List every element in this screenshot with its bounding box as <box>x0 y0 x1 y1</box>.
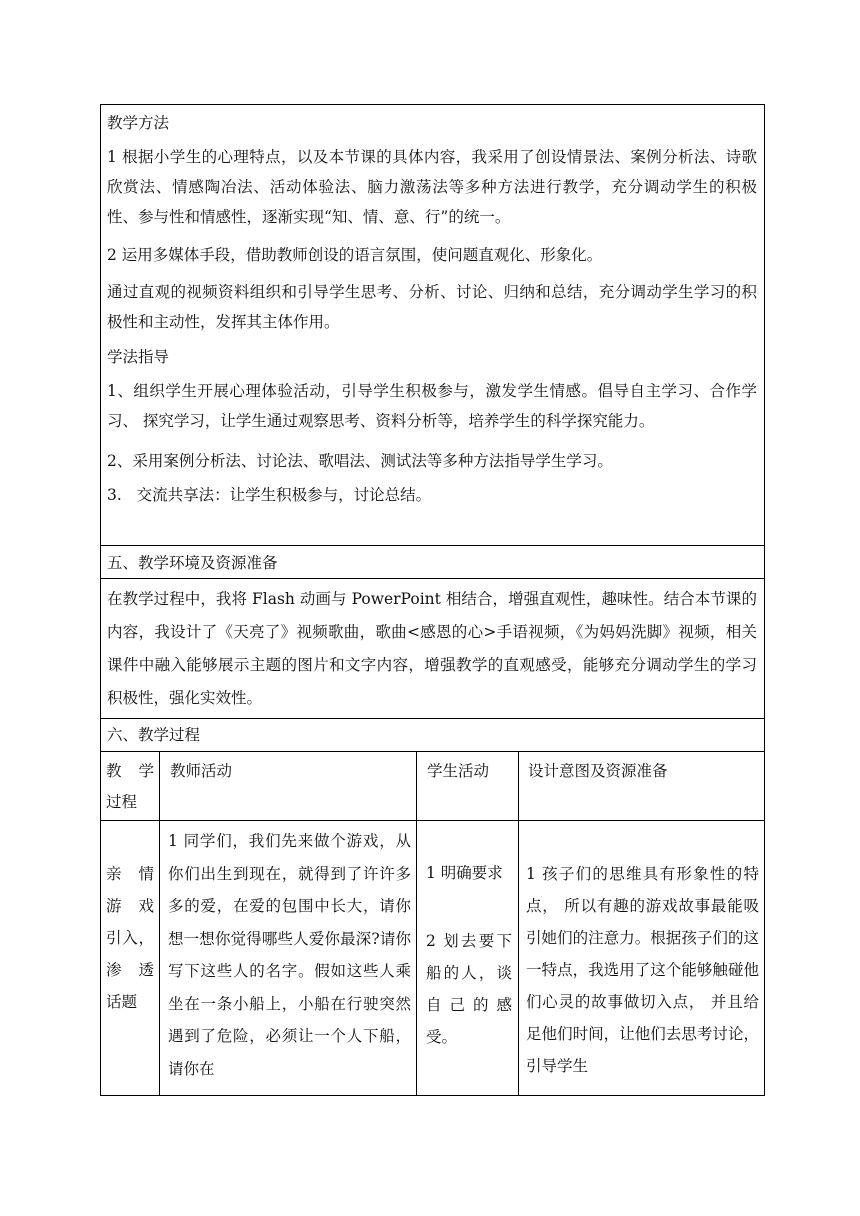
col-divider-2 <box>416 751 417 1095</box>
row-divider-env-body <box>100 578 765 579</box>
methods-paragraph-1: 1 根据小学生的心理特点，以及本节课的具体内容，我采用了创设情景法、案例分析法、诗歌欣赏法、情感陶冶法、活动体验法、脑力激荡法等多种方法进行教学，充分调动学生的积极性、参与性和情感性，逐渐实现“知、情、意、行”的统一。 <box>107 148 757 226</box>
column-header-teacher: 教师活动 <box>170 762 233 780</box>
process-heading: 六、教学过程 <box>107 726 201 744</box>
row1-design-intent: 1 孩子们的思维具有形象性的特点， 所以有趣的游戏故事最能吸引她们的注意力。根据孩子们的这一特点，我选用了这个能够触碰他们心灵的故事做切入点， 并且给足他们时间，让他们去思考讨论， 引导学生 <box>526 865 759 1075</box>
row1-student-activity-2: 2 划去要下船的人，谈自 己 的 感受。 <box>426 932 512 1046</box>
methods-heading: 教学方法 <box>107 114 170 132</box>
col-divider-3 <box>518 751 519 1095</box>
row1-teacher-activity: 1 同学们，我们先来做个游戏，从你们出生到现在，就得到了许许多多的爱，在爱的包围中长大，请你想一想你觉得哪些人爱你最深?请你写下这些人的名字。假如这些人乘坐在一条小船上，小船在行驶突然遇到了危险，必须让一个人下船，请你在 <box>168 832 411 1078</box>
row-divider-process <box>100 718 765 719</box>
env-heading: 五、教学环境及资源准备 <box>107 554 278 572</box>
column-header-stage: 教 学 过程 <box>106 762 154 811</box>
table-border-bottom <box>100 1095 765 1096</box>
guide-heading: 学法指导 <box>107 348 170 366</box>
row1-student-activity-1: 1 明确要求 <box>426 864 503 882</box>
column-header-student: 学生活动 <box>427 762 490 780</box>
guide-paragraph-2: 2、采用案例分析法、讨论法、歌唱法、测试法等多种方法指导学生学习。 <box>107 452 613 470</box>
row-divider-process-header <box>100 751 765 752</box>
column-header-design: 设计意图及资源准备 <box>528 762 668 780</box>
env-body: 在教学过程中，我将 Flash 动画与 PowerPoint 相结合，增强直观性，趣味性。结合本节课的内容，我设计了《天亮了》视频歌曲，歌曲<感恩的心>手语视频，《为妈妈洗脚》视频，相关课件中融入能够展示主题的图片和文字内容，增强教学的直观感受，能够充分调动学生的学习积极性，强化实效性。 <box>107 590 757 707</box>
guide-paragraph-1: 1、组织学生开展心理体验活动，引导学生积极参与，激发学生情感。倡导自主学习、合作学习、 探究学习，让学生通过观察思考、资料分析等，培养学生的科学探究能力。 <box>107 382 757 430</box>
table-border-right <box>764 104 765 1096</box>
methods-paragraph-3: 通过直观的视频资料组织和引导学生思考、分析、讨论、归纳和总结，充分调动学生学习的积极性和主动性，发挥其主体作用。 <box>107 283 757 331</box>
col-divider-1 <box>159 751 160 1095</box>
table-border-left <box>100 104 101 1096</box>
row-divider-columns <box>100 820 765 821</box>
methods-paragraph-2: 2 运用多媒体手段，借助教师创设的语言氛围，使问题直观化、形象化。 <box>107 246 603 264</box>
row1-stage: 亲 情 游 戏 引入，渗 透 话题 <box>106 865 154 1011</box>
row-divider-env <box>100 545 765 546</box>
table-border-top <box>100 104 765 105</box>
guide-paragraph-3: 3. 交流共享法：让学生积极参与，讨论总结。 <box>107 486 432 504</box>
